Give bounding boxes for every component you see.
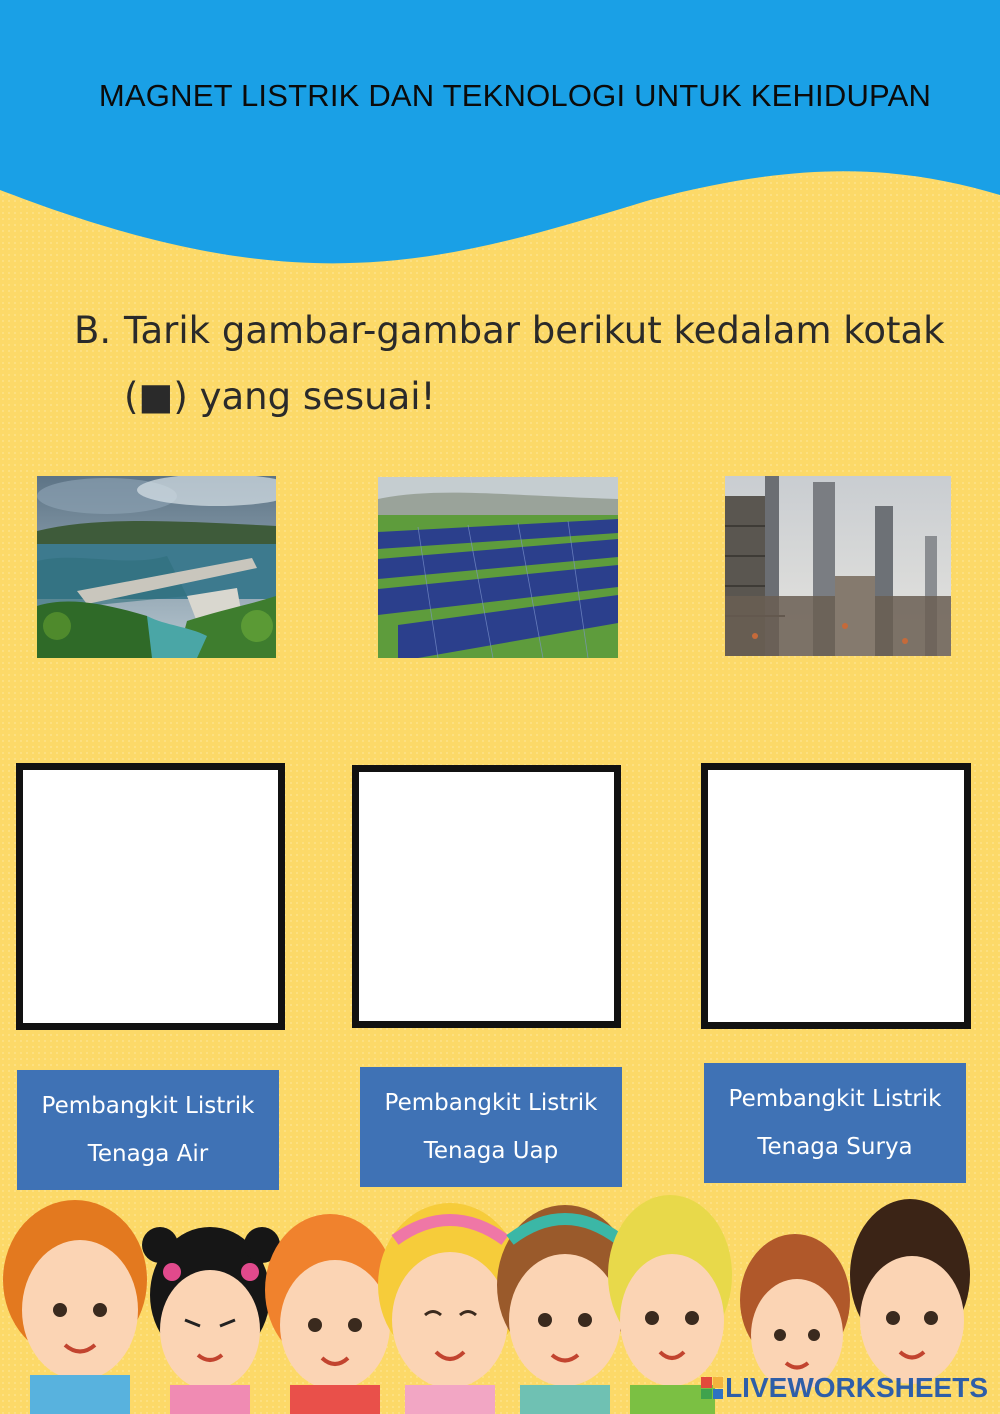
instruction-line-2: (■) yang sesuai! <box>124 375 436 418</box>
instruction-line-1: Tarik gambar-gambar berikut kedalam kotak <box>124 309 945 352</box>
label-tenaga-air <box>17 1070 279 1190</box>
label-line-1: Pembangkit Listrik <box>41 1093 255 1119</box>
page-title: MAGNET LISTRIK DAN TEKNOLOGI UNTUK KEHIDUPAN <box>98 78 932 113</box>
instruction-marker: B. <box>74 309 112 352</box>
label-line-2: Tenaga Surya <box>757 1134 913 1160</box>
power-plant-photo[interactable] <box>725 476 951 656</box>
header-wave <box>0 0 1000 280</box>
drop-box-1[interactable] <box>16 763 285 1030</box>
label-line-2: Tenaga Air <box>87 1141 209 1167</box>
liveworksheets-logo-icon <box>701 1377 723 1399</box>
label-line-1: Pembangkit Listrik <box>728 1086 942 1112</box>
label-tenaga-surya <box>704 1063 966 1183</box>
liveworksheets-brand <box>701 1372 988 1404</box>
instruction <box>74 298 974 430</box>
dam-photo[interactable] <box>37 476 276 658</box>
label-line-2: Tenaga Uap <box>423 1138 559 1164</box>
label-line-1: Pembangkit Listrik <box>384 1090 598 1116</box>
drop-box-3[interactable] <box>701 763 971 1029</box>
label-tenaga-uap <box>360 1067 622 1187</box>
drop-box-2[interactable] <box>352 765 621 1028</box>
brand-text: LIVEWORKSHEETS <box>725 1372 988 1403</box>
solar-panel-photo[interactable] <box>378 477 618 658</box>
